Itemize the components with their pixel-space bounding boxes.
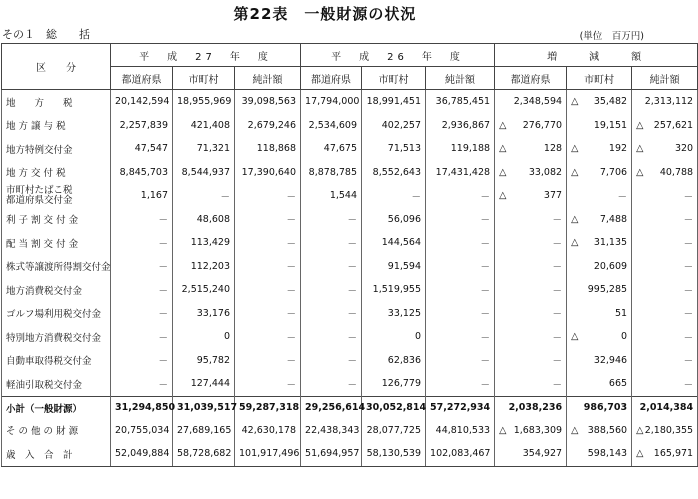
table-cell: － [235, 208, 301, 232]
table-cell: 22,438,343 [301, 419, 362, 443]
table-cell: － [301, 325, 362, 349]
table-cell: － [111, 208, 173, 232]
table-row [2, 114, 698, 138]
table-cell-value: △ 35,482 [571, 96, 628, 108]
table-cell: 8,552,643 [362, 161, 426, 185]
general-revenue-table [1, 43, 698, 467]
row-label: そ の 他 の 財 源 [2, 419, 111, 443]
row-label: 地方特例交付金 [2, 137, 111, 161]
table-cell: 2,313,112 [632, 90, 698, 114]
table-cell [632, 442, 698, 466]
table-cell: 20,142,594 [111, 90, 173, 114]
column-header: 都道府県 [495, 67, 567, 90]
table-cell: － [426, 325, 495, 349]
group-header-h27: 平 成 27 年 度 [111, 44, 301, 67]
table-cell: 30,052,814 [362, 396, 426, 419]
table-row [2, 231, 698, 255]
column-header: 都道府県 [111, 67, 173, 90]
table-cell: 71,513 [362, 137, 426, 161]
table-cell: 354,927 [495, 442, 567, 466]
row-label: ゴルフ場利用税交付金 [2, 302, 111, 326]
table-cell: 20,609 [567, 255, 632, 279]
table-cell [495, 161, 567, 185]
table-cell: 51 [567, 302, 632, 326]
table-cell: － [301, 349, 362, 373]
table-cell: － [111, 278, 173, 302]
table-cell: － [301, 255, 362, 279]
group-header-change: 増 減 額 [495, 44, 698, 67]
table-row [2, 302, 698, 326]
table-cell-value: △ 31,135 [571, 237, 628, 249]
table-cell: 44,810,533 [426, 419, 495, 443]
table-row [2, 161, 698, 185]
row-label: 利 子 割 交 付 金 [2, 208, 111, 232]
table-cell: － [235, 184, 301, 208]
table-cell [632, 137, 698, 161]
table-cell: 113,429 [173, 231, 235, 255]
column-header: 純計額 [426, 67, 495, 90]
table-cell [567, 90, 632, 114]
table-cell [567, 231, 632, 255]
table-row [2, 372, 698, 396]
table-cell: － [632, 372, 698, 396]
table-cell: 36,785,451 [426, 90, 495, 114]
table-row [2, 396, 698, 419]
table-cell: 20,755,034 [111, 419, 173, 443]
table-cell-value: △ 165,971 [636, 448, 694, 460]
table-cell: 59,287,318 [235, 396, 301, 419]
table-cell: － [495, 208, 567, 232]
table-cell: 986,703 [567, 396, 632, 419]
table-cell: － [111, 231, 173, 255]
table-cell: 28,077,725 [362, 419, 426, 443]
column-header: 純計額 [632, 67, 698, 90]
table-cell: 144,564 [362, 231, 426, 255]
table-cell: － [495, 231, 567, 255]
row-label: 自動車取得税交付金 [2, 349, 111, 373]
table-cell: － [632, 349, 698, 373]
table-cell: 33,176 [173, 302, 235, 326]
table-cell: 51,694,957 [301, 442, 362, 466]
table-cell-value: △ 1,683,309 [499, 424, 563, 436]
table-cell: 32,946 [567, 349, 632, 373]
table-row [2, 419, 698, 443]
table-cell: － [111, 349, 173, 373]
table-cell-value: △ 7,706 [571, 166, 628, 178]
table-cell-value: △ 276,770 [499, 119, 563, 131]
table-cell [567, 161, 632, 185]
table-cell: － [301, 231, 362, 255]
table-cell: 57,272,934 [426, 396, 495, 419]
table-cell: 2,257,839 [111, 114, 173, 138]
group-header-h26: 平 成 26 年 度 [301, 44, 495, 67]
table-cell-value: △ 388,560 [571, 424, 628, 436]
column-header: 市町村 [362, 67, 426, 90]
row-label: 地 方 交 付 税 [2, 161, 111, 185]
table-cell: 102,083,467 [426, 442, 495, 466]
table-row [2, 184, 698, 208]
table-cell: 31,039,517 [173, 396, 235, 419]
row-label: 地方消費税交付金 [2, 278, 111, 302]
table-cell: 421,408 [173, 114, 235, 138]
table-cell: － [235, 349, 301, 373]
table-cell: － [426, 349, 495, 373]
table-cell: 58,130,539 [362, 442, 426, 466]
table-cell: － [235, 372, 301, 396]
table-row [2, 278, 698, 302]
table-cell: 598,143 [567, 442, 632, 466]
table-cell: 91,594 [362, 255, 426, 279]
table-cell: 2,014,384 [632, 396, 698, 419]
table-cell [632, 114, 698, 138]
table-cell: 2,348,594 [495, 90, 567, 114]
table-row [2, 349, 698, 373]
table-cell: 18,991,451 [362, 90, 426, 114]
table-cell-value: △ 377 [499, 190, 563, 202]
table-cell: － [301, 278, 362, 302]
table-cell: 8,845,703 [111, 161, 173, 185]
section-subtitle: その１ 総 括 [2, 28, 90, 41]
row-label: 小計（一般財源） [2, 396, 111, 419]
table-cell: － [235, 255, 301, 279]
table-cell: － [426, 372, 495, 396]
table-cell [567, 325, 632, 349]
table-row [2, 325, 698, 349]
table-cell: － [632, 255, 698, 279]
row-label: 市町村たばこ税 都道府県交付金 [2, 184, 111, 208]
table-cell: － [111, 372, 173, 396]
table-cell: － [495, 255, 567, 279]
table-cell: － [362, 184, 426, 208]
table-cell: － [567, 184, 632, 208]
table-cell: 119,188 [426, 137, 495, 161]
table-row [2, 208, 698, 232]
row-label: 軽油引取税交付金 [2, 372, 111, 396]
table-cell: 2,515,240 [173, 278, 235, 302]
table-cell: 48,608 [173, 208, 235, 232]
table-cell [495, 114, 567, 138]
row-label: 株式等譲渡所得割交付金 [2, 255, 111, 279]
table-cell: － [111, 255, 173, 279]
table-cell: 8,544,937 [173, 161, 235, 185]
table-cell-value: △ 320 [636, 143, 694, 155]
table-cell [495, 137, 567, 161]
table-cell: － [235, 325, 301, 349]
table-cell: 42,630,178 [235, 419, 301, 443]
table-cell: － [495, 349, 567, 373]
table-cell: 0 [173, 325, 235, 349]
table-cell: 52,049,884 [111, 442, 173, 466]
table-cell: － [632, 278, 698, 302]
table-cell: 17,794,000 [301, 90, 362, 114]
table-cell: － [632, 231, 698, 255]
column-header: 市町村 [567, 67, 632, 90]
table-cell: 58,728,682 [173, 442, 235, 466]
table-cell: － [426, 255, 495, 279]
table-cell: 33,125 [362, 302, 426, 326]
table-cell: 1,167 [111, 184, 173, 208]
table-cell [567, 419, 632, 443]
table-cell-value: △ 0 [571, 331, 628, 343]
row-label-header: 区 分 [2, 44, 111, 90]
table-cell [632, 161, 698, 185]
table-cell: 56,096 [362, 208, 426, 232]
table-cell: 112,203 [173, 255, 235, 279]
table-cell: 18,955,969 [173, 90, 235, 114]
column-header: 純計額 [235, 67, 301, 90]
table-cell: － [632, 325, 698, 349]
table-cell: 2,038,236 [495, 396, 567, 419]
table-cell: － [173, 184, 235, 208]
table-cell: 47,547 [111, 137, 173, 161]
table-cell [567, 137, 632, 161]
table-cell-value: △ 40,788 [636, 166, 694, 178]
table-cell: － [235, 302, 301, 326]
row-label: 地 方 譲 与 税 [2, 114, 111, 138]
table-cell: 39,098,563 [235, 90, 301, 114]
table-cell: － [495, 372, 567, 396]
table-cell [495, 419, 567, 443]
table-cell: － [632, 302, 698, 326]
row-label: 歳 入 合 計 [2, 442, 111, 466]
table-cell: 0 [362, 325, 426, 349]
table-cell: － [301, 208, 362, 232]
table-cell: － [632, 208, 698, 232]
table-cell: 2,936,867 [426, 114, 495, 138]
table-cell: 2,679,246 [235, 114, 301, 138]
table-cell: － [111, 325, 173, 349]
table-row [2, 137, 698, 161]
column-header: 都道府県 [301, 67, 362, 90]
table-cell: 71,321 [173, 137, 235, 161]
table-cell: － [426, 208, 495, 232]
table-cell: 665 [567, 372, 632, 396]
column-header: 市町村 [173, 67, 235, 90]
table-cell: 17,390,640 [235, 161, 301, 185]
row-label: 配 当 割 交 付 金 [2, 231, 111, 255]
table-cell: 62,836 [362, 349, 426, 373]
table-cell-value: △ 128 [499, 143, 563, 155]
table-cell [567, 208, 632, 232]
page-title: 第22表 一般財源の状況 [233, 5, 417, 23]
table-row [2, 90, 698, 114]
table-cell: 1,544 [301, 184, 362, 208]
table-cell-value: △ 2,180,355 [636, 424, 694, 436]
table-row [2, 442, 698, 466]
table-cell: － [632, 184, 698, 208]
table-cell: 1,519,955 [362, 278, 426, 302]
table-cell-value: △ 7,488 [571, 213, 628, 225]
table-cell: 126,779 [362, 372, 426, 396]
row-label: 特別地方消費税交付金 [2, 325, 111, 349]
table-cell: 95,782 [173, 349, 235, 373]
table-cell-value: △ 192 [571, 143, 628, 155]
table-cell-value: △ 257,621 [636, 119, 694, 131]
table-cell: － [495, 278, 567, 302]
unit-label: (単位 百万円) [579, 31, 644, 42]
table-cell: 17,431,428 [426, 161, 495, 185]
table-cell: － [495, 325, 567, 349]
table-cell: 19,151 [567, 114, 632, 138]
table-cell: － [426, 184, 495, 208]
table-cell: － [426, 302, 495, 326]
table-cell: 29,256,614 [301, 396, 362, 419]
table-cell: 47,675 [301, 137, 362, 161]
table-cell: 8,878,785 [301, 161, 362, 185]
table-cell: － [426, 231, 495, 255]
table-cell: 31,294,850 [111, 396, 173, 419]
table-row [2, 255, 698, 279]
table-cell: － [235, 278, 301, 302]
table-cell: － [495, 302, 567, 326]
table-cell: 995,285 [567, 278, 632, 302]
table-cell: － [301, 372, 362, 396]
table-cell [632, 419, 698, 443]
table-cell: － [426, 278, 495, 302]
table-cell: － [235, 231, 301, 255]
table-cell: 118,868 [235, 137, 301, 161]
table-cell: 101,917,496 [235, 442, 301, 466]
table-cell: 2,534,609 [301, 114, 362, 138]
table-cell [495, 184, 567, 208]
table-cell: 402,257 [362, 114, 426, 138]
table-cell: － [111, 302, 173, 326]
table-cell: 127,444 [173, 372, 235, 396]
table-cell: 27,689,165 [173, 419, 235, 443]
table-cell: － [301, 302, 362, 326]
table-cell-value: △ 33,082 [499, 166, 563, 178]
row-label: 地 方 税 [2, 90, 111, 114]
